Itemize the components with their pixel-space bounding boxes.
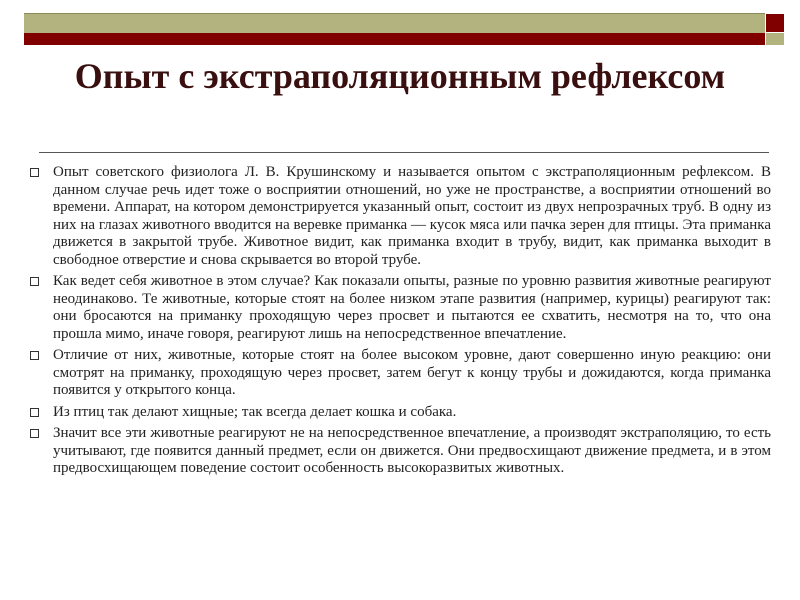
header-band-maroon bbox=[24, 33, 765, 45]
square-bullet-icon bbox=[30, 429, 39, 438]
corner-square-olive bbox=[766, 33, 784, 45]
square-bullet-icon bbox=[30, 168, 39, 177]
list-item bbox=[30, 273, 771, 343]
list-item bbox=[30, 164, 771, 269]
square-bullet-icon bbox=[30, 408, 39, 417]
paragraph-text: Отличие от них, животные, которые стоят на более высоком уровне, дают совершенно иную реакцию: они смотрят на приманку, проходящую через просвет, затем бегут к концу трубы и дожидаются, когда приманка появится у открытого конца. bbox=[53, 347, 771, 398]
list-item bbox=[30, 347, 771, 400]
slide-content-list bbox=[30, 164, 771, 482]
slide-title: Опыт с экстраполяционным рефлексом bbox=[74, 56, 726, 96]
paragraph-text: Из птиц так делают хищные; так всегда делает кошка и собака. bbox=[53, 403, 457, 420]
corner-square-maroon bbox=[766, 14, 784, 32]
title-divider bbox=[39, 152, 769, 153]
paragraph-text: Значит все эти животные реагируют не на непосредственное впечатление, а производят экстраполяцию, то есть учитывают, где появится данный предмет, если он движется. Они предвосхищают движение предмета, и в этом предвосхищающем поведение состоит особенность высокоразвитых животных. bbox=[53, 425, 771, 476]
paragraph-text: Опыт советского физиолога Л. В. Крушинскому и называется опытом с экстраполяционным рефлексом. В данном случае речь идет тоже о восприятии отношений, но уже не пространстве, а восприятии отношений во времени. Аппарат, на котором демонстрируется указанный опыт, состоит из двух непрозрачных труб. В одну из них на глазах животного вводится на веревке приманка — кусок мяса или пачка зерен для птицы. Эта приманка движется в закрытой трубе. Животное видит, как приманка входит в трубу, видит, как приманка выходит в свободное отверстие и снова скрывается во второй трубе. bbox=[53, 164, 771, 268]
list-item bbox=[30, 404, 771, 422]
list-item bbox=[30, 425, 771, 478]
header-band-olive bbox=[24, 13, 765, 34]
square-bullet-icon bbox=[30, 277, 39, 286]
square-bullet-icon bbox=[30, 351, 39, 360]
paragraph-text: Как ведет себя животное в этом случае? Как показали опыты, разные по уровню развития животные реагируют неодинаково. Те животные, которые стоят на более низком этапе развития (например, курицы) реагируют так: они бросаются на приманку проходящую через просвет и пытаются ее схватить, несмотря на то, что она прошла мимо, иначе говоря, реагируют лишь на непосредственное впечатление. bbox=[53, 273, 771, 342]
